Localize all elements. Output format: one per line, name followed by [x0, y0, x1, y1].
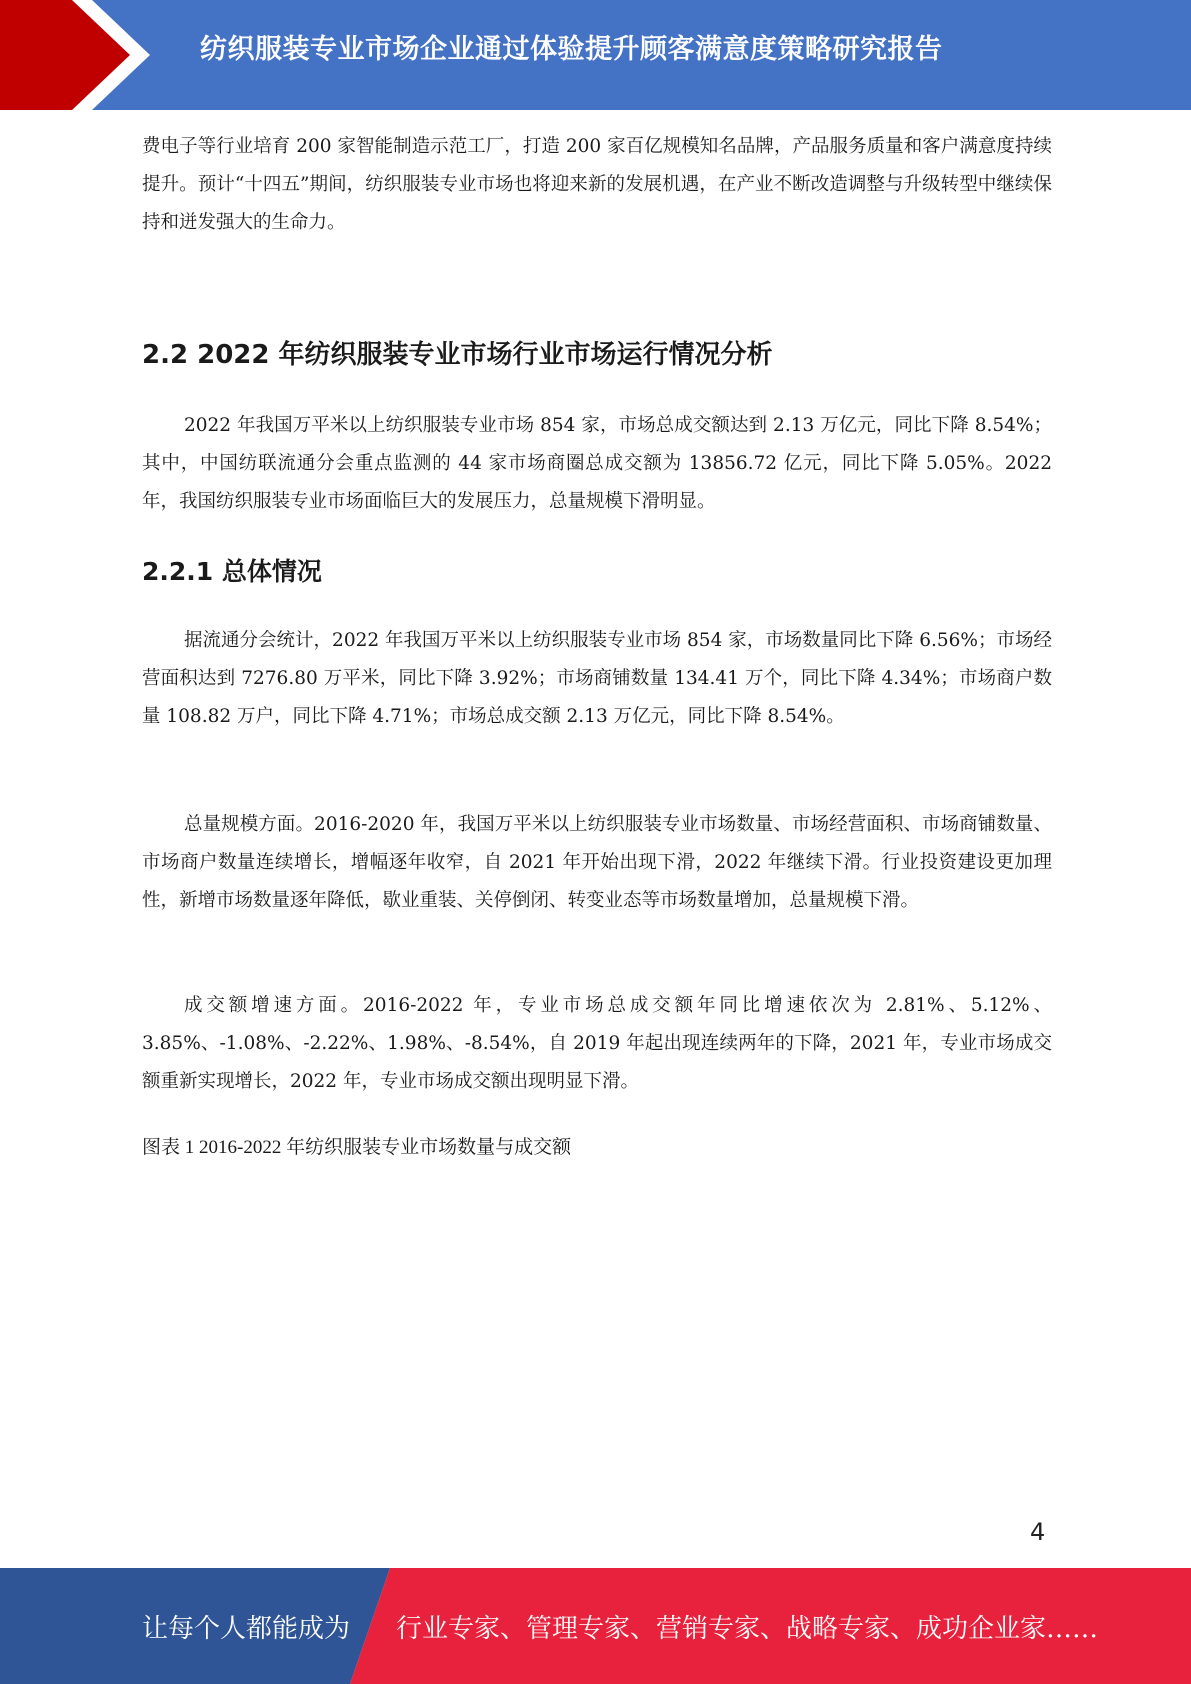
- scale-paragraph: 总量规模方面。2016-2020 年，我国万平米以上纺织服装专业市场数量、市场经营面积、市场商铺数量、市场商户数量连续增长，增幅逐年收窄，自 2021 年开始出现下滑，2022 年继续下滑。行业投资建设更加理性，新增市场数量逐年降低，歇业重装、关停倒闭、转变业态等市场数量增加，总量规模下滑。: [142, 814, 1052, 911]
- subsection-heading: 2.2.1 总体情况: [142, 557, 322, 586]
- page-header: [0, 0, 1191, 110]
- section-paragraph: 2022 年我国万平米以上纺织服装专业市场 854 家，市场总成交额达到 2.13 万亿元，同比下降 8.54%；其中，中国纺联流通分会重点监测的 44 家市场商圈总成交额为 13856.72 亿元，同比下降 5.05%。2022 年，我国纺织服装专业市场面临巨大的发展压力，总量规模下滑明显。: [142, 415, 1052, 512]
- page-footer: [0, 1568, 1191, 1684]
- growth-paragraph: 成交额增速方面。2016-2022 年，专业市场总成交额年同比增速依次为 2.81%、5.12%、3.85%、-1.08%、-2.22%、1.98%、-8.54%，自 2019 年起出现连续两年的下降，2021 年，专业市场成交额重新实现增长，2022 年，专业市场成交额出现明显下滑。: [142, 995, 1052, 1092]
- intro-paragraph: 费电子等行业培育 200 家智能制造示范工厂，打造 200 家百亿规模知名品牌，产品服务质量和客户满意度持续提升。预计“十四五”期间，纺织服装专业市场也将迎来新的发展机遇，在产业不断改造调整与升级转型中继续保持和迸发强大的生命力。: [142, 136, 1052, 233]
- stats-paragraph: 据流通分会统计，2022 年我国万平米以上纺织服装专业市场 854 家，市场数量同比下降 6.56%；市场经营面积达到 7276.80 万平米，同比下降 3.92%；市场商铺数量 134.41 万个，同比下降 4.34%；市场商户数量 108.82 万户，同比下降 4.71%；市场总成交额 2.13 万亿元，同比下降 8.54%。: [142, 630, 1052, 727]
- section-heading: 2.2 2022 年纺织服装专业市场行业市场运行情况分析: [142, 340, 773, 370]
- footer-slogan-left: 让每个人都能成为: [142, 1614, 351, 1644]
- report-title: 纺织服装专业市场企业通过体验提升顾客满意度策略研究报告: [200, 34, 943, 65]
- footer-slogan-right: 行业专家、管理专家、营销专家、战略专家、成功企业家……: [396, 1614, 1099, 1644]
- page-number: 4: [1030, 1518, 1046, 1546]
- figure-caption: 图表 1 2016-2022 年纺织服装专业市场数量与成交额: [142, 1137, 572, 1158]
